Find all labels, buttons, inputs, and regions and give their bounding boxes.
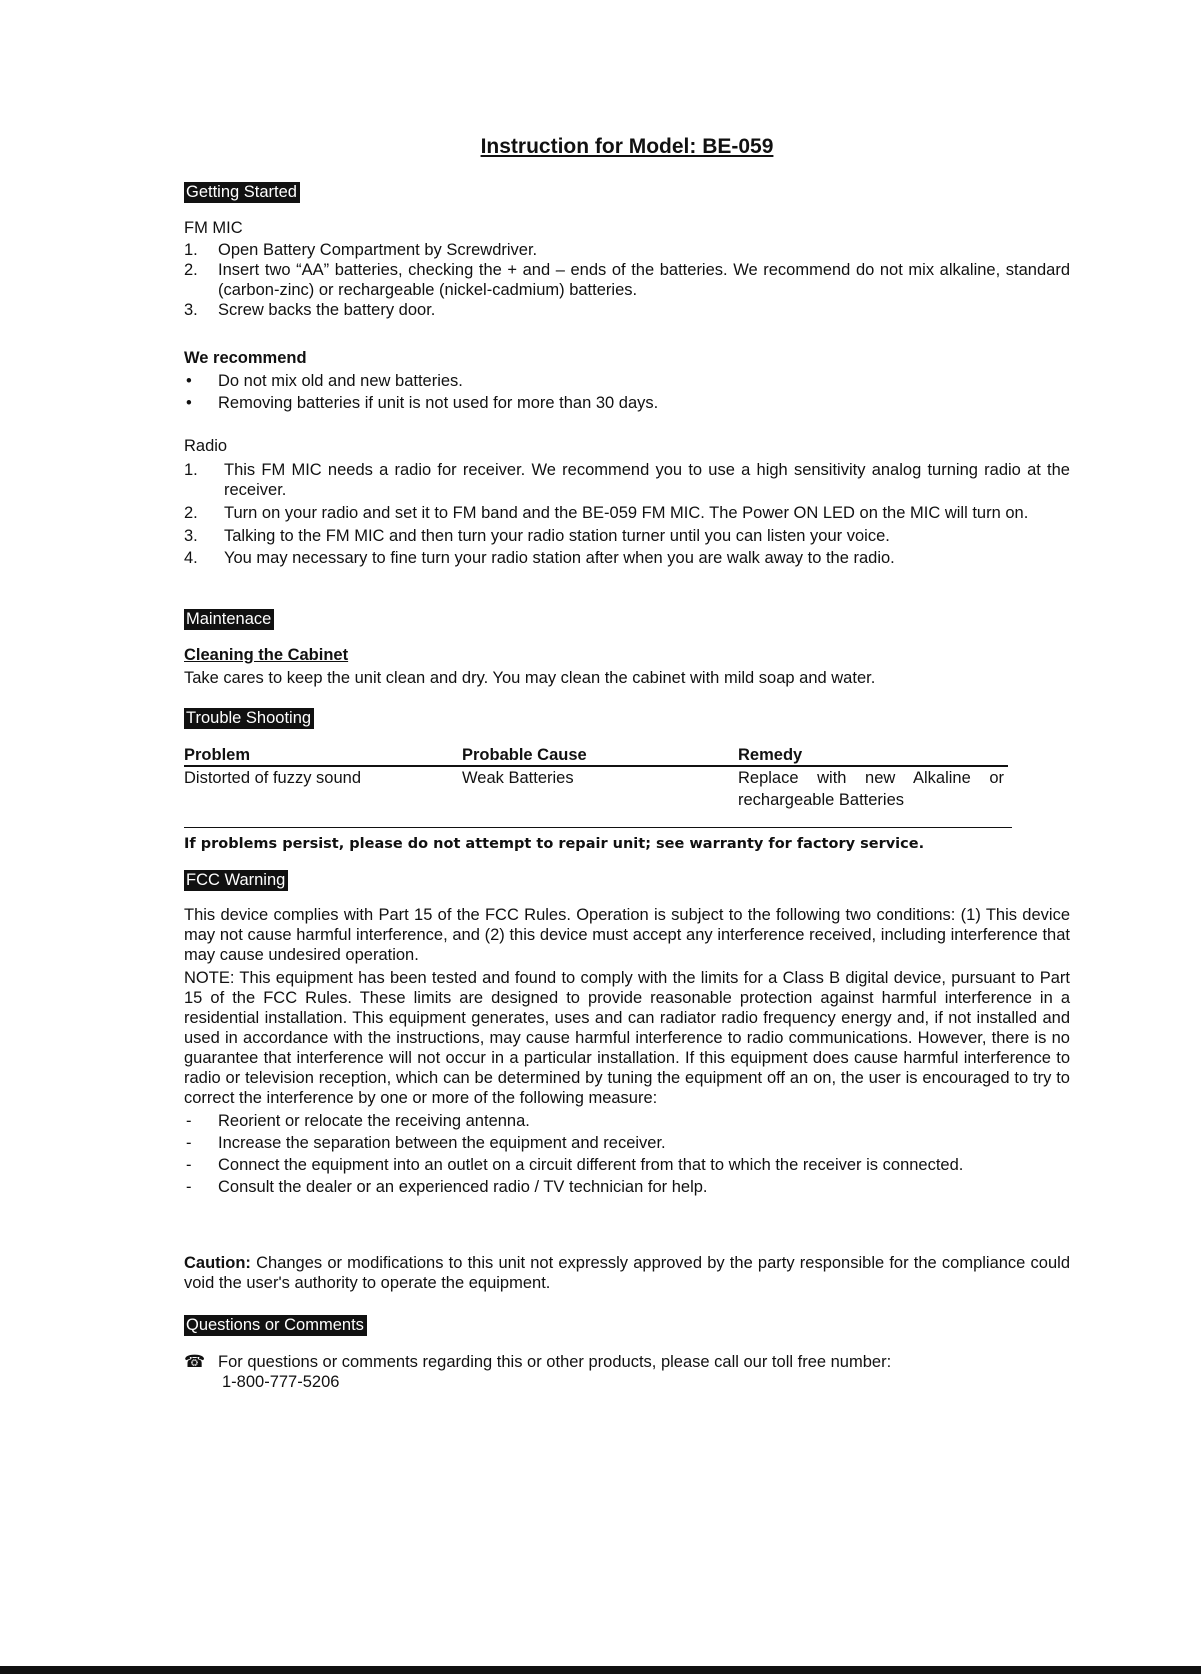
column-header-remedy: Remedy (738, 743, 1008, 766)
list-number: 3. (184, 527, 198, 545)
list-item (184, 240, 1070, 260)
table-cell: Distorted of fuzzy sound (184, 769, 362, 787)
table-row (184, 766, 1008, 811)
list-text: You may necessary to fine turn your radio station after when you are walk away to the radio. (224, 549, 895, 567)
recommend-list (184, 371, 1070, 413)
list-number: 2. (184, 504, 198, 522)
list-item (184, 460, 1070, 500)
cleaning-text: Take cares to keep the unit clean and dry. You may clean the cabinet with mild soap and water. (184, 669, 876, 687)
column-header-problem: Problem (184, 743, 462, 766)
list-text: Insert two “AA” batteries, checking the + and – ends of the batteries. We recommend do not mix alkaline, standard (carbon-zinc) or rechargeable (nickel-cadmium) batteries. (218, 261, 1070, 299)
page-bottom-edge (0, 1666, 1201, 1674)
list-item (184, 548, 1070, 568)
dash: - (186, 1134, 192, 1152)
trouble-table (184, 743, 1008, 811)
list-number: 1. (184, 461, 198, 479)
list-item (184, 1133, 1070, 1153)
page-title: Instruction for Model: BE-059 (480, 135, 774, 158)
table-header-row (184, 743, 1008, 766)
list-text: Reorient or relocate the receiving antenna. (218, 1112, 530, 1130)
list-item (184, 260, 1070, 300)
list-number: 1. (184, 241, 198, 259)
list-number: 4. (184, 549, 198, 567)
dash: - (186, 1156, 192, 1174)
radio-steps-list (184, 460, 1070, 568)
list-text: This FM MIC needs a radio for receiver. We recommend you to use a high sensitivity analog turning radio at the receiver. (224, 461, 1070, 499)
list-item (184, 393, 1070, 413)
bullet: • (186, 372, 192, 390)
caution-text: Changes or modifications to this unit not expressly approved by the party responsible for the compliance could void the user's authority to operate the equipment. (184, 1254, 1070, 1292)
fm-mic-label: FM MIC (184, 219, 243, 237)
section-header-getting-started: Getting Started (184, 182, 300, 203)
section-header-questions: Questions or Comments (184, 1315, 367, 1336)
list-text: Increase the separation between the equipment and receiver. (218, 1134, 666, 1152)
radio-label: Radio (184, 437, 228, 455)
list-item (184, 1177, 1070, 1197)
table-cell: Replace with new Alkaline or rechargeable Batteries (738, 769, 1004, 809)
list-text: Turn on your radio and set it to FM band and the BE-059 FM MIC. The Power ON LED on the MIC will turn on. (224, 504, 1029, 522)
list-text: Screw backs the battery door. (218, 301, 436, 319)
column-header-cause: Probable Cause (462, 743, 738, 766)
persist-note: If problems persist, please do not attempt to repair unit; see warranty for factory service. (184, 827, 1012, 854)
questions-text: For questions or comments regarding this or other products, please call our toll free number: (218, 1353, 892, 1371)
fcc-paragraph-2: NOTE: This equipment has been tested and found to comply with the limits for a Class B digital device, pursuant to Part 15 of the FCC Rules. These limits are designed to provide reasonable protection against harmful interference in a residential installation. This equipment generates, uses and can radiator radio frequency energy and, if not installed and used in accordance with the instructions, may cause harmful interference to radio communications. However, there is no guarantee that interference will not occur in a particular installation. If this equipment does cause harmful interference to radio or television reception, which can be determined by tuning the equipment off an on, the user is encouraged to try to correct the interference by one or more of the following measure: (184, 969, 1070, 1107)
list-text: Connect the equipment into an outlet on a circuit different from that to which the receiver is connected. (218, 1156, 964, 1174)
trouble-table-wrapper (184, 743, 1070, 811)
section-header-trouble-shooting: Trouble Shooting (184, 708, 314, 729)
phone-number: 1-800-777-5206 (222, 1373, 340, 1391)
list-item (184, 526, 1070, 546)
list-item (184, 503, 1070, 523)
fcc-paragraph-1: This device complies with Part 15 of the FCC Rules. Operation is subject to the following two conditions: (1) This device may not cause harmful interference, and (2) this device must accept any interference received, including interference that may cause undesired operation. (184, 906, 1070, 964)
questions-block (184, 1352, 1070, 1392)
list-number: 2. (184, 261, 198, 279)
recommend-heading: We recommend (184, 349, 307, 367)
table-cell: Weak Batteries (462, 769, 574, 787)
section-header-fcc-warning: FCC Warning (184, 870, 288, 891)
dash: - (186, 1112, 192, 1130)
battery-steps-list (184, 240, 1070, 320)
fcc-body (184, 905, 1070, 1197)
section-header-maintenance: Maintenace (184, 609, 274, 630)
list-text: Consult the dealer or an experienced radio / TV technician for help. (218, 1178, 708, 1196)
list-item (184, 371, 1070, 391)
fcc-measures-list (184, 1111, 1070, 1197)
list-number: 3. (184, 301, 198, 319)
phone-icon: ☎ (184, 1352, 206, 1371)
list-item (184, 1111, 1070, 1131)
list-item (184, 1155, 1070, 1175)
list-text: Removing batteries if unit is not used for more than 30 days. (218, 394, 659, 412)
list-item (184, 300, 1070, 320)
bullet: • (186, 394, 192, 412)
dash: - (186, 1178, 192, 1196)
list-text: Open Battery Compartment by Screwdriver. (218, 241, 538, 259)
list-text: Talking to the FM MIC and then turn your radio station turner until you can listen your voice. (224, 527, 890, 545)
list-text: Do not mix old and new batteries. (218, 372, 463, 390)
caution-label: Caution: (184, 1254, 251, 1272)
caution-paragraph (184, 1253, 1070, 1293)
cleaning-subheading: Cleaning the Cabinet (184, 646, 349, 664)
